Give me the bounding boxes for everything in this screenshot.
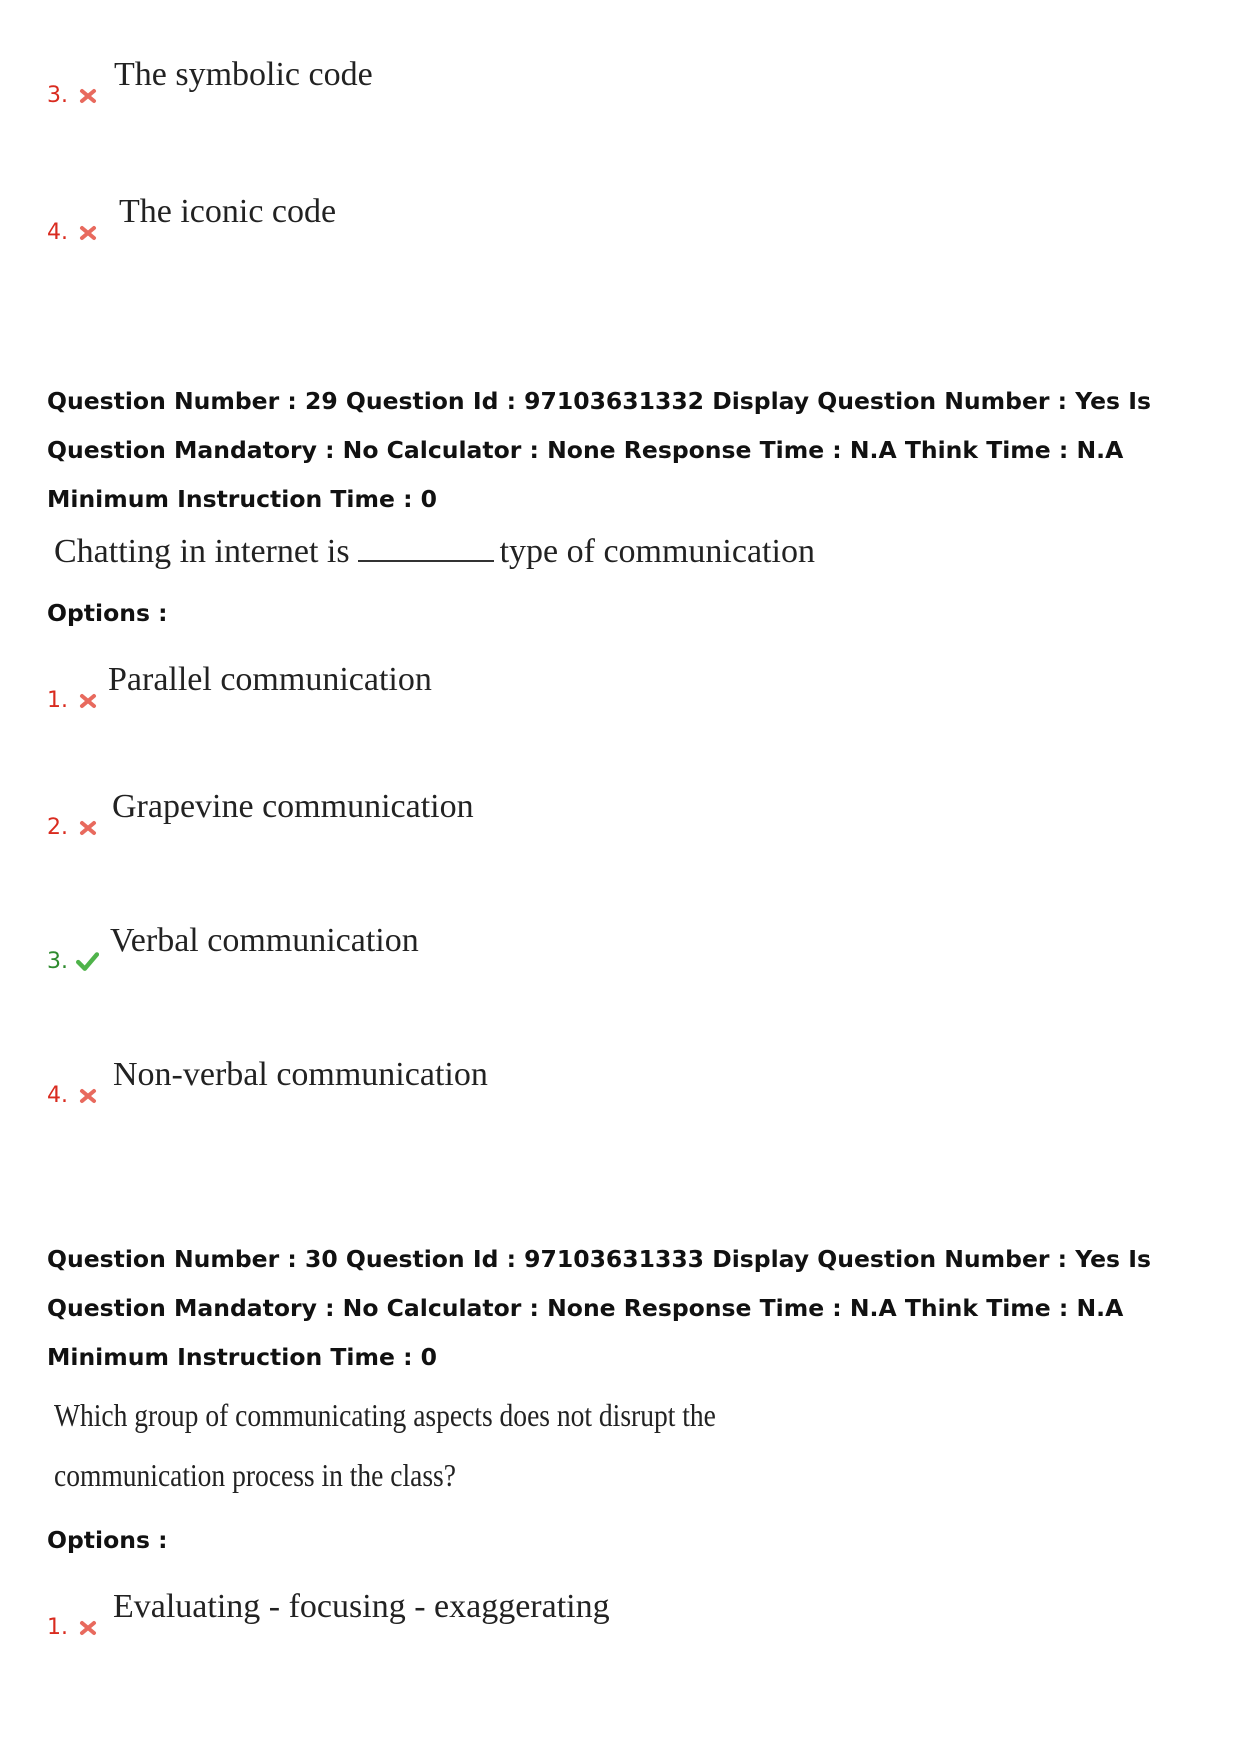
question-text-part: Chatting in internet is [54, 533, 350, 570]
cross-icon [78, 691, 98, 711]
question-30-header: Question Number : 30 Question Id : 97103631333 Display Question Number : Yes Is Question Mandatory : No Calculator : None Response Time : N.A Think Time : N.A Minimum Instruction Time : 0 [47, 1245, 1151, 1371]
option-number: 3. [47, 83, 68, 108]
option-text: Parallel communication [108, 661, 432, 698]
check-icon [75, 950, 99, 972]
option-number: 4. [47, 220, 68, 245]
option-number: 1. [47, 1615, 68, 1640]
option-number: 1. [47, 688, 68, 713]
cross-icon [78, 1618, 98, 1638]
options-label: Options : [47, 1526, 168, 1554]
cross-icon [78, 86, 98, 106]
option-text: The symbolic code [114, 56, 373, 93]
option-number: 2. [47, 815, 68, 840]
option-text: Verbal communication [110, 922, 419, 959]
option-text: Grapevine communication [112, 788, 474, 825]
option-text: Non-verbal communication [113, 1056, 488, 1093]
cross-icon [78, 223, 98, 243]
cross-icon [78, 818, 98, 838]
option-number: 3. [47, 949, 68, 974]
question-30-text: Which group of communicating aspects does not disrupt the communication process in the class? [54, 1397, 716, 1493]
option-number: 4. [47, 1083, 68, 1108]
cross-icon [78, 1086, 98, 1106]
option-text: The iconic code [119, 193, 337, 230]
question-29-text [54, 532, 815, 572]
option-text: Evaluating - focusing - exaggerating [113, 1588, 610, 1625]
fill-blank [358, 536, 494, 562]
question-text-part: type of communication [499, 533, 815, 570]
question-29-header: Question Number : 29 Question Id : 97103631332 Display Question Number : Yes Is Question Mandatory : No Calculator : None Response Time : N.A Think Time : N.A Minimum Instruction Time : 0 [47, 387, 1151, 513]
options-label: Options : [47, 599, 168, 627]
